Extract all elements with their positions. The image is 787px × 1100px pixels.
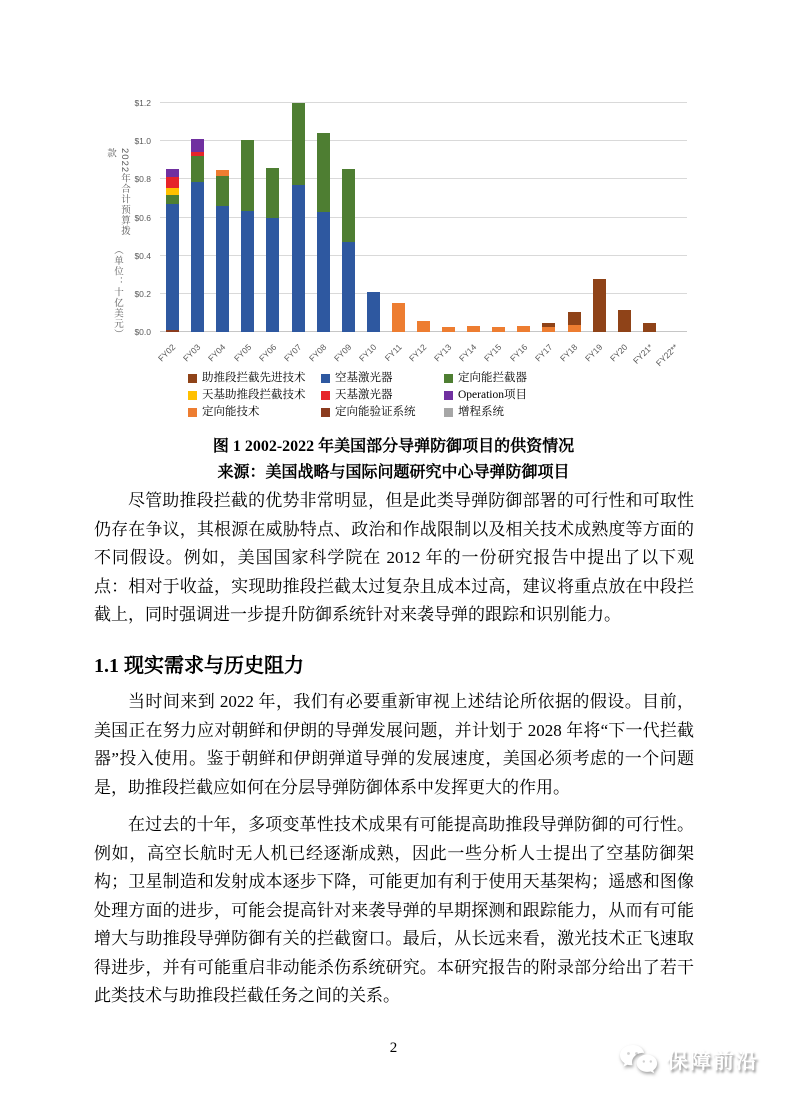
- x-tick-label: FY17: [532, 342, 555, 364]
- x-tick-label: FY22**: [653, 342, 680, 369]
- bar-segment: [542, 327, 555, 332]
- bar-FY19: [593, 103, 606, 332]
- bar-segment: [568, 325, 581, 332]
- bar-FY21*: [643, 103, 656, 332]
- bar-segment: [166, 188, 179, 195]
- legend-swatch-icon: [188, 374, 197, 383]
- legend-swatch-icon: [321, 408, 330, 417]
- bar-segment: [517, 326, 530, 332]
- bar-FY02: [166, 103, 179, 332]
- bar-FY05: [241, 103, 254, 332]
- x-tick-label: FY15: [482, 342, 504, 364]
- bar-segment: [166, 330, 179, 332]
- chart-legend: [188, 372, 527, 419]
- bar-FY18: [568, 103, 581, 332]
- y-axis-ticks: [108, 98, 156, 337]
- bar-segment: [417, 321, 430, 332]
- legend-swatch-icon: [321, 391, 330, 400]
- figure-source: 来源：美国战略与国际问题研究中心导弹防御项目: [217, 464, 570, 481]
- legend-label: Operation项目: [458, 389, 527, 401]
- bar-segment: [216, 176, 229, 207]
- legend-label: 天基激光器: [335, 389, 393, 401]
- bar-segment: [191, 139, 204, 151]
- legend-swatch-icon: [188, 408, 197, 417]
- bar-segment: [292, 185, 305, 332]
- x-tick-label: FY03: [181, 342, 203, 364]
- bar-FY08: [317, 103, 330, 332]
- bar-segment: [593, 279, 606, 332]
- legend-label: 定向能技术: [202, 406, 260, 418]
- y-axis-title-line1: 2022年合计预算拨款: [105, 148, 130, 237]
- legend-swatch-icon: [321, 374, 330, 383]
- x-tick-label: FY04: [206, 342, 228, 364]
- x-tick-label: FY13: [432, 342, 454, 364]
- legend-swatch-icon: [444, 374, 453, 383]
- x-tick-label: FY21*: [630, 342, 655, 366]
- bar-FY10: [367, 103, 380, 332]
- bar-FY12: [417, 103, 430, 332]
- legend-item: [444, 389, 527, 402]
- section-heading: [94, 649, 304, 678]
- legend-item: [321, 406, 444, 419]
- wechat-icon: [619, 1044, 659, 1076]
- legend-swatch-icon: [444, 391, 453, 400]
- x-tick-label: FY06: [256, 342, 279, 364]
- y-tick-label: $1.0: [134, 136, 151, 147]
- y-axis-title-line2: （单位：十亿美元）: [112, 245, 123, 340]
- x-tick-label: FY20: [607, 342, 630, 364]
- chart-plot: [160, 103, 687, 332]
- bar-segment: [342, 242, 355, 332]
- bar-segment: [166, 195, 179, 205]
- bar-segment: [342, 169, 355, 242]
- bar-FY11: [392, 103, 405, 332]
- bar-segment: [191, 182, 204, 332]
- legend-label: 空基激光器: [335, 372, 393, 384]
- section-title: 现实需求与历史阻力: [124, 655, 304, 677]
- legend-swatch-icon: [444, 408, 453, 417]
- bar-segment: [241, 211, 254, 332]
- bar-segment: [266, 168, 279, 218]
- x-tick-label: FY02: [156, 342, 178, 364]
- x-tick-label: FY09: [331, 342, 354, 364]
- bar-segment: [266, 218, 279, 333]
- figure-caption: 图 1 2002-2022 年美国部分导弹防御项目的供资情况: [212, 438, 575, 455]
- bar-FY17: [542, 103, 555, 332]
- legend-item: [188, 372, 321, 385]
- page-number: 2: [389, 1040, 398, 1056]
- bar-FY16: [517, 103, 530, 332]
- bar-FY03: [191, 103, 204, 332]
- bar-segment: [216, 206, 229, 332]
- bar-FY07: [292, 103, 305, 332]
- legend-label: 定向能验证系统: [335, 406, 416, 418]
- x-tick-label: FY19: [582, 342, 605, 364]
- bar-FY20: [618, 103, 631, 332]
- legend-label: 增程系统: [458, 406, 504, 418]
- bar-segment: [568, 312, 581, 325]
- legend-item: [321, 389, 444, 402]
- bar-segment: [492, 327, 505, 332]
- legend-swatch-icon: [188, 391, 197, 400]
- paragraph-1: 尽管助推段拦截的优势非常明显，但是此类导弹防御部署的可行性和可取性仍存在争议，其根源在威胁特点、政治和作战限制以及相关技术成熟度等方面的不同假设。例如，美国国家科学院在 2012 年的一份研究报告中提出了以下观点：相对于收益，实现助推段拦截太过复杂且成本过高，建议将重点放在中段拦截上，同时强调进一步提升防御系统针对来袭导弹的跟踪和识别能力。: [94, 491, 694, 624]
- section-number: 1.1: [94, 655, 119, 677]
- funding-chart: [0, 0, 787, 470]
- bar-segment: [392, 303, 405, 332]
- legend-item: [444, 406, 527, 419]
- bar-FY22**: [668, 103, 681, 332]
- legend-item: [188, 406, 321, 419]
- paragraph-3: 在过去的十年，多项变革性技术成果有可能提高助推段导弹防御的可行性。例如，高空长航时无人机已经逐渐成熟，因此一些分析人士提出了空基防御架构；卫星制造和发射成本逐步下降，可能更加有利于使用天基架构；遥感和图像处理方面的进步，可能会提高针对来袭导弹的早期探测和跟踪能力，从而有可能增大与助推段导弹防御有关的拦截窗口。最后，从长远来看，激光技术正飞速取得进步，并有可能重启非动能杀伤系统研究。本研究报告的附录部分给出了若干此类技术与助推段拦截任务之间的关系。: [94, 815, 694, 1005]
- bar-FY09: [342, 103, 355, 332]
- bar-segment: [241, 140, 254, 211]
- bar-segment: [643, 323, 656, 332]
- watermark: [619, 1044, 759, 1076]
- bar-segment: [191, 156, 204, 183]
- bar-segment: [166, 169, 179, 178]
- bar-segment: [166, 204, 179, 330]
- x-tick-label: FY11: [382, 342, 404, 363]
- bar-FY13: [442, 103, 455, 332]
- y-tick-label: $1.2: [134, 98, 151, 108]
- legend-label: 助推段拦截先进技术: [202, 372, 306, 384]
- x-tick-label: FY12: [407, 342, 429, 364]
- legend-item: [188, 389, 321, 402]
- x-tick-label: FY10: [356, 342, 379, 364]
- bar-segment: [618, 310, 631, 332]
- y-tick-label: $0.8: [134, 174, 151, 185]
- bar-segment: [292, 103, 305, 185]
- bar-segment: [367, 292, 380, 332]
- bar-segment: [317, 212, 330, 332]
- x-tick-label: FY05: [231, 342, 253, 364]
- y-tick-label: $0.6: [134, 212, 151, 223]
- x-tick-label: FY08: [306, 342, 329, 364]
- x-tick-label: FY18: [557, 342, 580, 364]
- legend-item: [321, 372, 444, 385]
- legend-label: 定向能拦截器: [458, 372, 527, 384]
- paragraph-2: 当时间来到 2022 年，我们有必要重新审视上述结论所依据的假设。目前，美国正在努力应对朝鲜和伊朗的导弹发展问题，并计划于 2028 年将“下一代拦截器”投入使用。鉴于朝鲜和伊朗弹道导弹的发展速度，美国必须考虑的一个问题是，助推段拦截应如何在分层导弹防御体系中发挥更大的作用。: [94, 692, 694, 797]
- y-tick-label: $0.2: [134, 288, 151, 299]
- bar-segment: [166, 177, 179, 187]
- x-tick-label: FY07: [281, 342, 304, 364]
- x-axis-ticks: [156, 336, 687, 376]
- legend-label: 天基助推段拦截技术: [202, 389, 306, 401]
- x-tick-label: FY16: [507, 342, 529, 364]
- legend-item: [444, 372, 527, 385]
- bar-FY04: [216, 103, 229, 332]
- bar-segment: [317, 133, 330, 212]
- y-tick-label: $0.0: [134, 327, 151, 337]
- bar-FY06: [266, 103, 279, 332]
- watermark-text: 保障前沿: [667, 1050, 759, 1073]
- y-tick-label: $0.4: [134, 250, 151, 261]
- x-tick-label: FY14: [457, 342, 479, 364]
- bar-FY15: [492, 103, 505, 332]
- bar-segment: [467, 326, 480, 332]
- bar-FY14: [467, 103, 480, 332]
- bar-segment: [442, 327, 455, 332]
